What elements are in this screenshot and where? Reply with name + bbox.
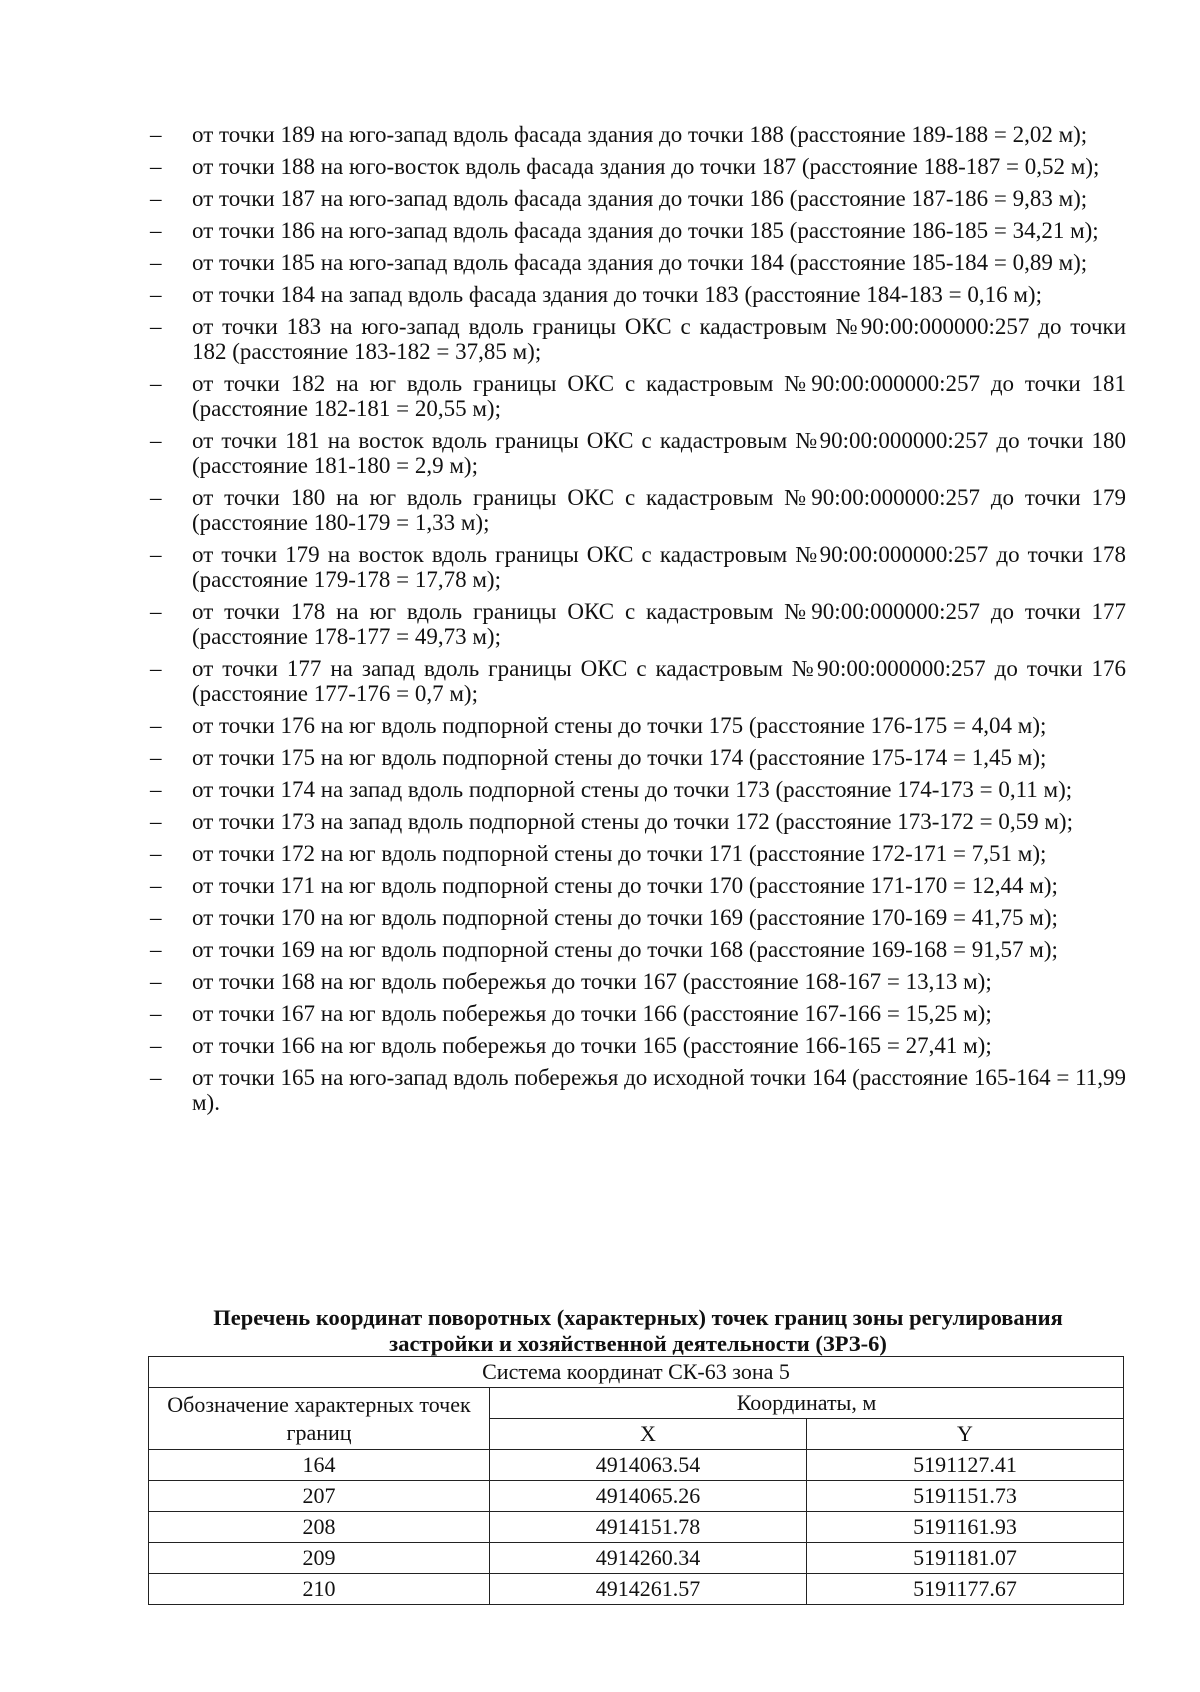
list-item	[150, 969, 1126, 994]
list-item	[150, 905, 1126, 930]
table-row	[149, 1574, 1124, 1605]
bullet-dash: –	[150, 371, 162, 396]
list-item	[150, 937, 1126, 962]
bullet-dash: –	[150, 656, 162, 681]
segment-text: от точки 189 на юго-запад вдоль фасада здания до точки 188 (расстояние 189-188 = 2,02 м);	[192, 122, 1088, 147]
list-item	[150, 1001, 1126, 1026]
segment-text: от точки 187 на юго-запад вдоль фасада здания до точки 186 (расстояние 187-186 = 9,83 м);	[192, 186, 1088, 211]
segment-text: от точки 175 на юг вдоль подпорной стены до точки 174 (расстояние 175-174 = 1,45 м);	[192, 745, 1047, 770]
segment-text: от точки 184 на запад вдоль фасада здания до точки 183 (расстояние 184-183 = 0,16 м);	[192, 282, 1042, 307]
segment-text: от точки 186 на юго-запад вдоль фасада здания до точки 185 (расстояние 186-185 = 34,21 м);	[192, 218, 1099, 243]
segment-text: от точки 166 на юг вдоль побережья до точки 165 (расстояние 166-165 = 27,41 м);	[192, 1033, 992, 1058]
table-row	[149, 1543, 1124, 1574]
table-row	[149, 1481, 1124, 1512]
x-cell: 4914063.54	[490, 1450, 807, 1481]
segment-text: от точки 179 на восток вдоль границы ОКС с кадастровым №90:00:000000:257 до точки 178 (расстояние 179-178 = 17,78 м);	[192, 542, 1126, 592]
segment-text: от точки 180 на юг вдоль границы ОКС с кадастровым №90:00:000000:257 до точки 179 (расстояние 180-179 = 1,33 м);	[192, 485, 1126, 535]
coordinate-system-cell: Система координат СК-63 зона 5	[149, 1357, 1124, 1388]
list-item	[150, 371, 1126, 421]
bullet-dash: –	[150, 969, 162, 994]
bullet-dash: –	[150, 937, 162, 962]
point-cell: 210	[149, 1574, 490, 1605]
segment-text: от точки 185 на юго-запад вдоль фасада здания до точки 184 (расстояние 185-184 = 0,89 м);	[192, 250, 1088, 275]
list-item	[150, 218, 1126, 243]
list-item	[150, 485, 1126, 535]
list-item	[150, 1065, 1126, 1115]
bullet-dash: –	[150, 428, 162, 453]
x-cell: 4914151.78	[490, 1512, 807, 1543]
point-designation-header: Обозначение характерных точек границ	[149, 1388, 490, 1450]
point-cell: 207	[149, 1481, 490, 1512]
x-cell: 4914261.57	[490, 1574, 807, 1605]
y-cell: 5191151.73	[807, 1481, 1124, 1512]
bullet-dash: –	[150, 1033, 162, 1058]
segment-text: от точки 171 на юг вдоль подпорной стены до точки 170 (расстояние 171-170 = 12,44 м);	[192, 873, 1058, 898]
table-header-row	[149, 1388, 1124, 1419]
list-item	[150, 154, 1126, 179]
bullet-dash: –	[150, 1001, 162, 1026]
bullet-dash: –	[150, 809, 162, 834]
list-item	[150, 428, 1126, 478]
bullet-dash: –	[150, 485, 162, 510]
point-cell: 208	[149, 1512, 490, 1543]
coordinates-table	[148, 1356, 1124, 1605]
table-row-system	[149, 1357, 1124, 1388]
list-item	[150, 713, 1126, 738]
list-item	[150, 122, 1126, 147]
bullet-dash: –	[150, 282, 162, 307]
boundary-description-list	[150, 122, 1126, 1122]
list-item	[150, 777, 1126, 802]
coordinates-header: Координаты, м	[490, 1388, 1124, 1419]
bullet-dash: –	[150, 218, 162, 243]
list-item	[150, 599, 1126, 649]
list-item	[150, 809, 1126, 834]
bullet-dash: –	[150, 1065, 162, 1090]
list-item	[150, 186, 1126, 211]
list-item	[150, 873, 1126, 898]
segment-text: от точки 176 на юг вдоль подпорной стены до точки 175 (расстояние 176-175 = 4,04 м);	[192, 713, 1047, 738]
bullet-dash: –	[150, 841, 162, 866]
bullet-dash: –	[150, 777, 162, 802]
point-cell: 209	[149, 1543, 490, 1574]
y-cell: 5191127.41	[807, 1450, 1124, 1481]
y-header: Y	[807, 1419, 1124, 1450]
y-cell: 5191161.93	[807, 1512, 1124, 1543]
segment-text: от точки 174 на запад вдоль подпорной стены до точки 173 (расстояние 174-173 = 0,11 м);	[192, 777, 1073, 802]
segment-text: от точки 183 на юго-запад вдоль границы ОКС с кадастровым №90:00:000000:257 до точки 182 (расстояние 183-182 = 37,85 м);	[192, 314, 1126, 364]
bullet-dash: –	[150, 873, 162, 898]
x-cell: 4914260.34	[490, 1543, 807, 1574]
segment-text: от точки 177 на запад вдоль границы ОКС с кадастровым №90:00:000000:257 до точки 176 (расстояние 177-176 = 0,7 м);	[192, 656, 1126, 706]
list-item	[150, 314, 1126, 364]
segment-text: от точки 182 на юг вдоль границы ОКС с кадастровым №90:00:000000:257 до точки 181 (расстояние 182-181 = 20,55 м);	[192, 371, 1126, 421]
list-item	[150, 282, 1126, 307]
table-heading	[150, 1305, 1126, 1357]
list-item	[150, 250, 1126, 275]
segment-text: от точки 178 на юг вдоль границы ОКС с кадастровым №90:00:000000:257 до точки 177 (расстояние 178-177 = 49,73 м);	[192, 599, 1126, 649]
bullet-dash: –	[150, 542, 162, 567]
bullet-dash: –	[150, 122, 162, 147]
segment-text: от точки 181 на восток вдоль границы ОКС с кадастровым №90:00:000000:257 до точки 180 (расстояние 181-180 = 2,9 м);	[192, 428, 1126, 478]
bullet-dash: –	[150, 250, 162, 275]
table-heading-line-2: застройки и хозяйственной деятельности (ЗРЗ-6)	[389, 1331, 887, 1356]
x-cell: 4914065.26	[490, 1481, 807, 1512]
point-cell: 164	[149, 1450, 490, 1481]
segment-text: от точки 165 на юго-запад вдоль побережья до исходной точки 164 (расстояние 165-164 = 11,99 м).	[192, 1065, 1126, 1115]
bullet-dash: –	[150, 745, 162, 770]
bullet-dash: –	[150, 314, 162, 339]
bullet-dash: –	[150, 905, 162, 930]
bullet-dash: –	[150, 154, 162, 179]
bullet-dash: –	[150, 186, 162, 211]
list-item	[150, 656, 1126, 706]
list-item	[150, 542, 1126, 592]
segment-text: от точки 172 на юг вдоль подпорной стены до точки 171 (расстояние 172-171 = 7,51 м);	[192, 841, 1047, 866]
bullet-dash: –	[150, 599, 162, 624]
list-item	[150, 1033, 1126, 1058]
table-row	[149, 1512, 1124, 1543]
x-header: X	[490, 1419, 807, 1450]
segment-text: от точки 170 на юг вдоль подпорной стены до точки 169 (расстояние 170-169 = 41,75 м);	[192, 905, 1058, 930]
bullet-dash: –	[150, 713, 162, 738]
table-heading-line-1: Перечень координат поворотных (характерных) точек границ зоны регулирования	[213, 1305, 1063, 1330]
segment-text: от точки 169 на юг вдоль подпорной стены до точки 168 (расстояние 169-168 = 91,57 м);	[192, 937, 1058, 962]
table-row	[149, 1450, 1124, 1481]
y-cell: 5191177.67	[807, 1574, 1124, 1605]
segment-text: от точки 167 на юг вдоль побережья до точки 166 (расстояние 167-166 = 15,25 м);	[192, 1001, 992, 1026]
segment-text: от точки 188 на юго-восток вдоль фасада здания до точки 187 (расстояние 188-187 = 0,52 м);	[192, 154, 1100, 179]
y-cell: 5191181.07	[807, 1543, 1124, 1574]
list-item	[150, 745, 1126, 770]
list-item	[150, 841, 1126, 866]
segment-text: от точки 168 на юг вдоль побережья до точки 167 (расстояние 168-167 = 13,13 м);	[192, 969, 992, 994]
segment-text: от точки 173 на запад вдоль подпорной стены до точки 172 (расстояние 173-172 = 0,59 м);	[192, 809, 1073, 834]
